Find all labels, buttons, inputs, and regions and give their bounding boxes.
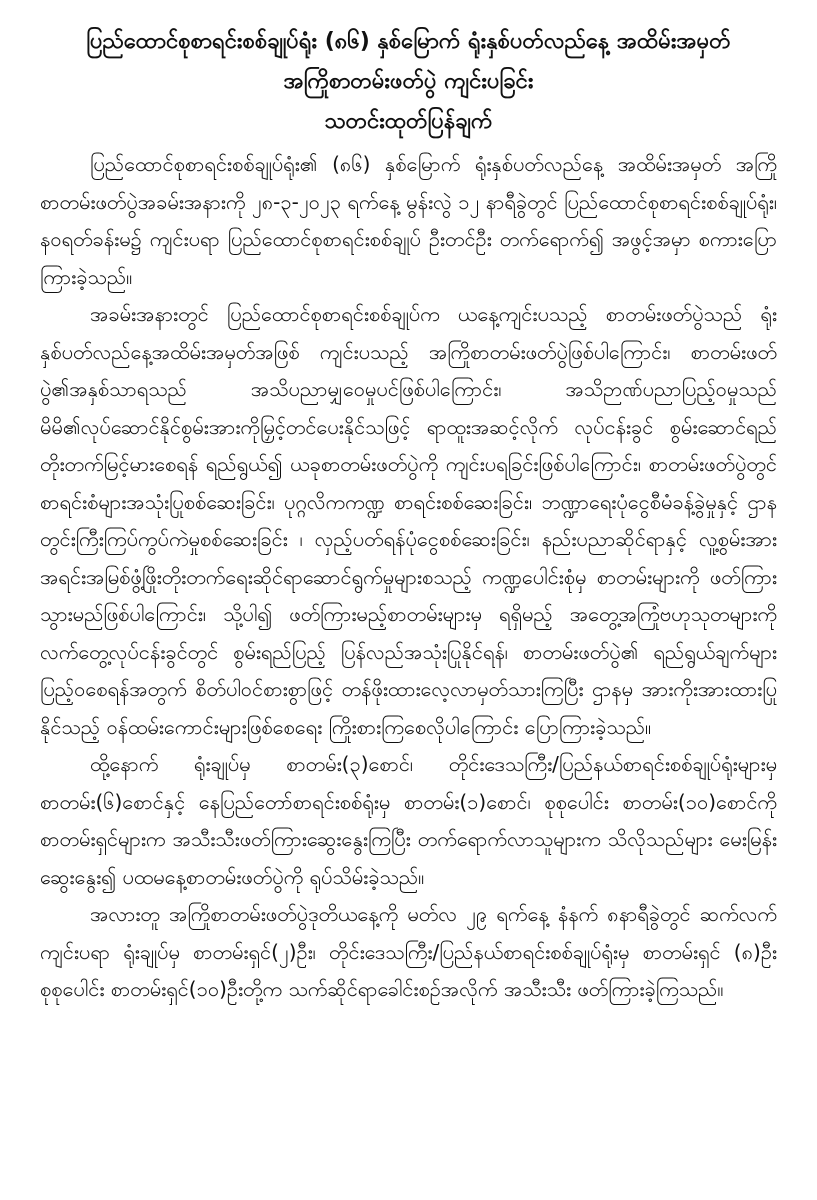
headline-subtitle: အကြိုစာတမ်းဖတ်ပွဲ ကျင်းပခြင်း <box>283 69 534 94</box>
paragraph-speech: အခမ်းအနားတွင် ပြည်ထောင်စုစာရင်းစစ်ချုပ်က ယနေ့ကျင်းပသည့် စာတမ်းဖတ်ပွဲသည် ရုံးနှစ်ပတ်လည်နေ့အထိမ်းအမှတ်အဖြစ် ကျင်းပသည့် အကြိုစာတမ်းဖတ်ပွဲဖြစ်ပါကြောင်း၊ စာတမ်းဖတ်ပွဲ၏အနှစ်သာရသည် အသိပညာမျှဝေမှုပင်ဖြစ်ပါကြောင်း၊ အသိဉာဏ်ပညာပြည့်ဝမှုသည် မိမိ၏လုပ်ဆောင်နိုင်စွမ်းအားကိုမြှင့်တင်ပေးနိုင်သဖြင့် ရာထူးအဆင့်လိုက် လုပ်ငန်းခွင် စွမ်းဆောင်ရည်တိုးတက်မြင့်မားစေရန် ရည်ရွယ်၍ ယခုစာတမ်းဖတ်ပွဲကို ကျင်းပရခြင်းဖြစ်ပါကြောင်း၊ စာတမ်းဖတ်ပွဲတွင် စာရင်းစံများအသုံးပြုစစ်ဆေးခြင်း၊ ပုဂ္ဂလိကကဏ္ဍ စာရင်းစစ်ဆေးခြင်း၊ ဘဏ္ဍာရေးပုံငွေစီမံခန့်ခွဲမှုနှင့် ဌာနတွင်းကြီးကြပ်ကွပ်ကဲမှုစစ်ဆေးခြင်း ၊ လှည့်ပတ်ရန်ပုံငွေစစ်ဆေးခြင်း၊ နည်းပညာဆိုင်ရာနှင့် လူ့စွမ်းအားအရင်းအမြစ်ဖွံ့ဖြိုးတိုးတက်ရေးဆိုင်ရာဆောင်ရွက်မှုများစသည့် ကဏ္ဍပေါင်းစုံမှ စာတမ်းများကို ဖတ်ကြားသွားမည်ဖြစ်ပါကြောင်း၊ သို့ပါ၍ ဖတ်ကြားမည့်စာတမ်းများမှ ရရှိမည့် အတွေ့အကြုံဗဟုသုတများကို လက်တွေ့လုပ်ငန်းခွင်တွင် စွမ်းရည်ပြည့် ပြန်လည်အသုံးပြုနိုင်ရန်၊ စာတမ်းဖတ်ပွဲ၏ ရည်ရွယ်ချက်များ ပြည့်ဝစေရန်အတွက် စိတ်ပါဝင်စားစွာဖြင့် တန်ဖိုးထားလေ့လာမှတ်သားကြပြီး ဌာနမှ အားကိုးအားထားပြုနိုင်သည့် ဝန်ထမ်းကောင်းများဖြစ်စေရေး ကြိုးစားကြစေလိုပါကြောင်း ပြောကြားခဲ့သည်။ <box>40 302 777 739</box>
paragraph-opening: ပြည်ထောင်စုစာရင်းစစ်ချုပ်ရုံး၏ (၈၆) နှစ်မြောက် ရုံးနှစ်ပတ်လည်နေ့ အထိမ်းအမှတ် အကြိုစာတမ်းဖတ်ပွဲအခမ်းအနားကို ၂၈-၃-၂၀၂၃ ရက်နေ့ မွန်းလွဲ ၁၂ နာရီခွဲတွင် ပြည်ထောင်စုစာရင်းစစ်ချုပ်ရုံး၊ နဝရတ်ခန်းမ၌ ကျင်းပရာ ပြည်ထောင်စုစာရင်းစစ်ချုပ် ဦးတင်ဦး တက်ရောက်၍ အဖွင့်အမှာ စကားပြောကြားခဲ့သည်။ <box>40 152 777 289</box>
paragraph-day-one-papers: ထို့နောက် ရုံးချုပ်မှ စာတမ်း(၃)စောင်၊ တိုင်းဒေသကြီး/ပြည်နယ်စာရင်းစစ်ချုပ်ရုံးများမှ စာတမ်း(၆)စောင်နှင့် နေပြည်တော်စာရင်းစစ်ရုံးမှ စာတမ်း(၁)စောင်၊ စုစုပေါင်း စာတမ်း(၁၀)စောင်ကို စာတမ်းရှင်များက အသီးသီးဖတ်ကြားဆွေးနွေးကြပြီး တက်ရောက်လာသူများက သိလိုသည်များ မေးမြန်းဆွေးနွေး၍ ပထမနေ့စာတမ်းဖတ်ပွဲကို ရုပ်သိမ်းခဲ့သည်။ <box>40 752 777 889</box>
article-body <box>40 146 777 1009</box>
headline-press-release-label: သတင်းထုတ်ပြန်ချက် <box>324 109 493 134</box>
headline-title: ပြည်ထောင်စုစာရင်းစစ်ချုပ်ရုံး (၈၆) နှစ်မြောက် ရုံးနှစ်ပတ်လည်နေ့ အထိမ်းအမှတ် <box>86 29 731 54</box>
paragraph-day-two-papers: အလားတူ အကြိုစာတမ်းဖတ်ပွဲဒုတိယနေ့ကို မတ်လ ၂၉ ရက်နေ့ နံနက် ၈နာရီခွဲတွင် ဆက်လက်ကျင်းပရာ ရုံးချုပ်မှ စာတမ်းရှင်(၂)ဦး၊ တိုင်းဒေသကြီး/ပြည်နယ်စာရင်းစစ်ချုပ်ရုံးမှ စာတမ်းရှင် (၈)ဦး စုစုပေါင်း စာတမ်းရှင်(၁၀)ဦးတို့က သက်ဆိုင်ရာခေါင်းစဉ်အလိုက် အသီးသီး ဖတ်ကြားခဲ့ကြသည်။ <box>40 902 777 1001</box>
